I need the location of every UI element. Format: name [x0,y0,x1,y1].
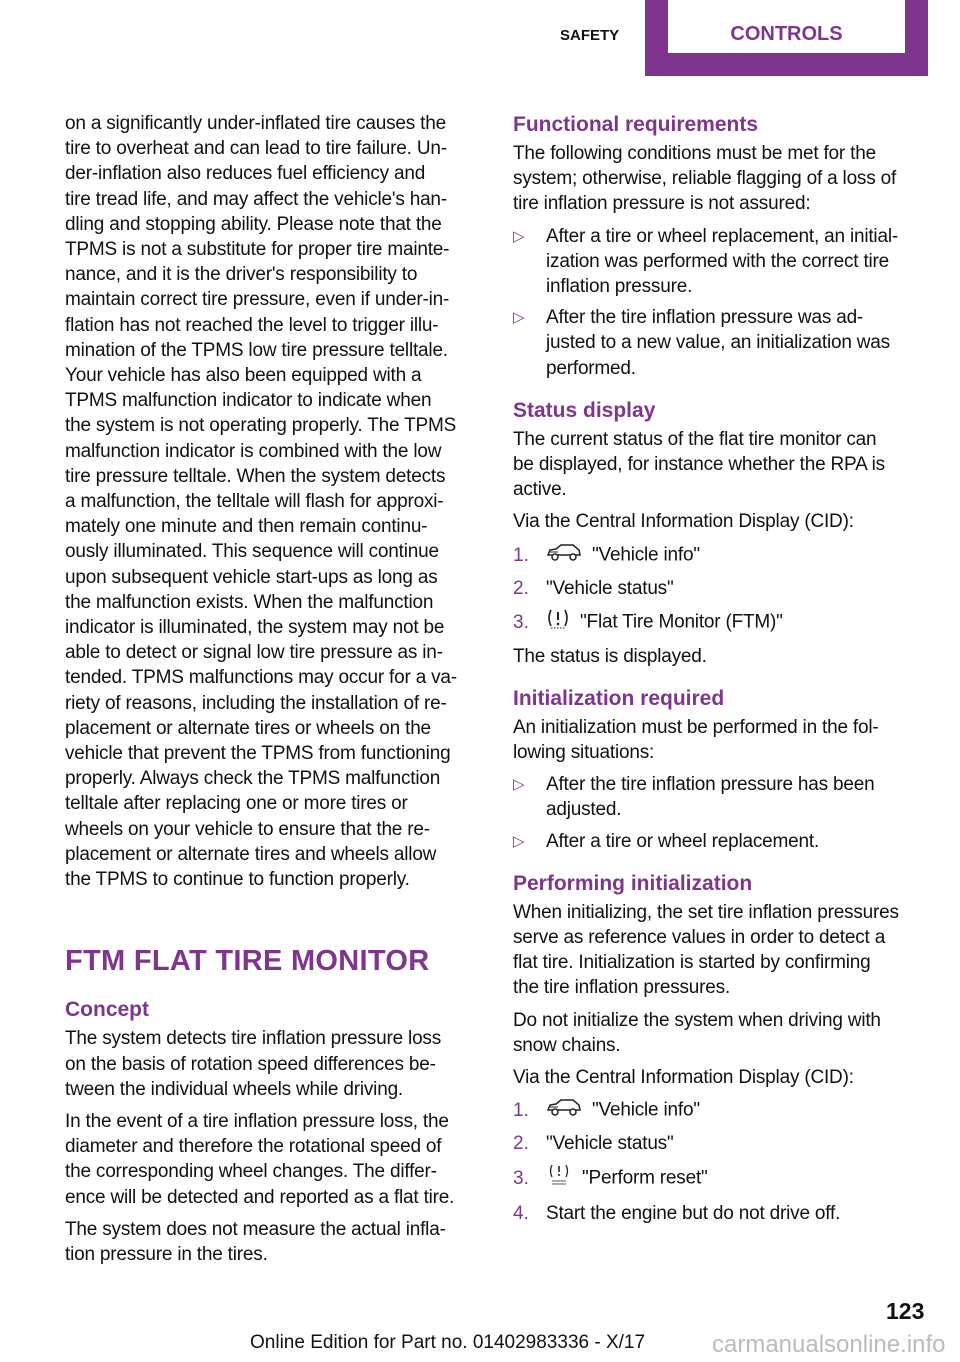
step-item [513,576,933,601]
step-text: Start the engine but do not drive off. [546,1203,841,1225]
text-line: The following conditions must be met for the [513,143,876,164]
text-line: In the event of a tire inflation pressure loss, the [65,1110,449,1132]
text-line: diameter and therefore the rotational speed of [65,1136,442,1158]
step-number: 3. [513,1168,529,1190]
paragraph [65,1109,490,1210]
paragraph [513,427,933,503]
paragraph [513,509,933,534]
text-line: Your vehicle has also been equipped with a [65,365,422,387]
text-line: After the tire inflation pressure has been [546,774,875,796]
text-line: tire to overheat and can lead to tire failure. Un- [65,138,447,160]
triangle-bullet-icon: ▷ [513,832,525,850]
step-text-wrap [546,1131,674,1156]
text-line: performed. [546,357,636,379]
paragraph [513,644,933,669]
step-text-wrap [546,1097,700,1124]
text-line: a malfunction, the telltale will flash for approxi- [65,491,444,513]
chapter-title: FTM FLAT TIRE MONITOR [65,945,430,978]
text-line: tended. TPMS malfunctions may occur for a va- [65,667,457,689]
text-line: the malfunction exists. When the malfunction [65,591,434,613]
step-text: "Vehicle info" [592,1099,700,1121]
section-heading: Performing initialization [513,871,753,895]
text-line: inflation pressure. [546,276,693,298]
text-line: serve as reference values in order to detect a [513,927,886,949]
text-line: the system is not operating properly. The TPMS [65,415,457,437]
paragraph [65,1026,490,1102]
text-line: malfunction indicator is combined with the low [65,440,442,462]
text-line: placement or alternate tires or wheels on the [65,717,431,739]
text-line: the corresponding wheel changes. The differ- [65,1161,437,1183]
watermark: carmanualsonline.info [712,1331,946,1358]
step-text: "Vehicle info" [592,544,700,566]
triangle-bullet-icon: ▷ [513,227,525,245]
bullet-text [546,305,890,381]
right-column [513,111,933,1233]
text-line: TPMS is not a substitute for proper tire mainte- [65,239,450,261]
text-line: wheels on your vehicle to ensure that the re- [65,818,430,840]
text-line: After the tire inflation pressure was ad- [546,307,864,329]
paragraph [513,141,933,217]
text-line: justed to a new value, an initialization was [546,332,890,354]
text-line: tire tread life, and may affect the vehicle's han- [65,188,447,210]
text-line: mination of the TPMS low tire pressure telltale. [65,339,448,361]
step-number: 1. [513,544,529,566]
step-text: "Perform reset" [582,1167,708,1189]
text-line: lowing situations: [513,742,655,764]
tab-controls[interactable] [645,0,928,76]
text-line: upon subsequent vehicle start-ups as long as [65,566,438,588]
paragraph [513,1065,933,1090]
step-item [513,608,933,637]
bullet-item [513,224,933,300]
step-text-wrap [546,576,674,601]
step-number: 4. [513,1203,529,1225]
bullet-text [546,772,875,822]
paragraph [513,715,933,765]
bullet-item [513,829,933,854]
text-line: tween the individual wheels while driving. [65,1078,404,1100]
step-item [513,1201,933,1226]
text-line: nance, and it is the driver's responsibility to [65,264,418,286]
text-line: adjusted. [546,799,622,821]
text-line: mately one minute and then remain continu- [65,516,428,538]
tab-safety[interactable]: SAFETY [560,27,620,44]
text-line: placement or alternate tires and wheels allow [65,843,437,865]
triangle-bullet-icon: ▷ [513,309,525,327]
step-number: 1. [513,1100,529,1122]
text-line: TPMS malfunction indicator to indicate when [65,390,432,412]
step-item [513,1097,933,1124]
tire-warning-icon [546,608,570,637]
text-line: Via the Central Information Display (CID): [513,1067,854,1089]
text-line: der-inflation also reduces fuel efficiency and [65,163,426,185]
text-line: system; otherwise, reliable flagging of a loss of [513,168,897,190]
step-text: "Vehicle status" [546,577,674,599]
text-line: After a tire or wheel replacement, an initial- [546,225,898,247]
step-number: 2. [513,1133,529,1155]
text-line: riety of reasons, including the installation of re- [65,692,447,714]
tab-controls-label: CONTROLS [668,0,905,53]
step-number: 2. [513,577,529,599]
text-line: An initialization must be performed in the fol- [513,716,879,738]
step-item [513,1163,933,1194]
text-line: active. [513,479,567,501]
text-line: on the basis of rotation speed differences be- [65,1053,436,1075]
text-line: tion pressure in the tires. [65,1243,268,1265]
text-line: the tire inflation pressures. [513,977,731,999]
step-item [513,1131,933,1156]
section-heading: Concept [65,998,149,1022]
text-line: the TPMS to continue to function properly. [65,869,410,891]
step-text-wrap [546,608,783,637]
step-text-wrap [546,1163,708,1194]
text-line: ization was performed with the correct tire [546,250,890,272]
text-line: The system detects tire inflation pressure loss [65,1028,442,1050]
text-line: Do not initialize the system when driving with [513,1009,881,1031]
paragraph [513,900,933,1001]
bullet-item [513,305,933,381]
text-line: on a significantly under-inflated tire causes the [65,113,446,134]
bullet-item [513,772,933,822]
page-number: 123 [886,1298,925,1324]
triangle-bullet-icon: ▷ [513,776,525,794]
text-line: When initializing, the set tire inflation pressures [513,901,899,923]
text-line: ence will be detected and reported as a flat tire. [65,1186,455,1208]
bullet-text [546,224,898,300]
car-icon [546,1097,582,1124]
edition-footer: Online Edition for Part no. 01402983336 - X/17 [250,1332,646,1353]
text-line: properly. Always check the TPMS malfunction [65,768,441,790]
text-line: be displayed, for instance whether the RPA is [513,454,885,476]
text-line: able to detect or signal low tire pressure as in- [65,642,443,664]
step-item [513,542,933,569]
section-heading: Status display [513,398,656,422]
paragraph [513,1008,933,1058]
text-line: The status is displayed. [513,645,707,667]
text-line: dling and stopping ability. Please note that the [65,213,442,235]
paragraph [65,1217,490,1267]
text-line: flat tire. Initialization is started by confirming [513,952,871,974]
reset-icon [546,1163,572,1194]
section-heading: Functional requirements [513,113,759,136]
car-icon [546,542,582,569]
section-heading: Initialization required [513,686,725,710]
text-line: indicator is illuminated, the system may not be [65,617,445,639]
step-number: 3. [513,611,529,633]
text-line: tire inflation pressure is not assured: [513,193,811,215]
text-line: maintain correct tire pressure, even if under-in- [65,289,450,311]
text-line: After a tire or wheel replacement. [546,830,820,852]
text-line: vehicle that prevent the TPMS from functioning [65,743,451,765]
step-text: "Vehicle status" [546,1133,674,1155]
bullet-text [546,829,819,854]
step-text-wrap [546,542,700,569]
paragraph [65,111,490,892]
text-line: Via the Central Information Display (CID): [513,511,854,533]
text-line: ously illuminated. This sequence will continue [65,541,439,563]
text-line: snow chains. [513,1034,621,1056]
text-line: tire pressure telltale. When the system detects [65,465,446,487]
text-line: telltale after replacing one or more tires or [65,793,408,815]
step-text-wrap [546,1201,840,1226]
step-text: "Flat Tire Monitor (FTM)" [580,611,783,633]
text-line: flation has not reached the level to trigger illu- [65,314,439,336]
left-column [65,111,490,1274]
text-line: The current status of the flat tire monitor can [513,428,877,450]
text-line: The system does not measure the actual infla- [65,1218,446,1240]
